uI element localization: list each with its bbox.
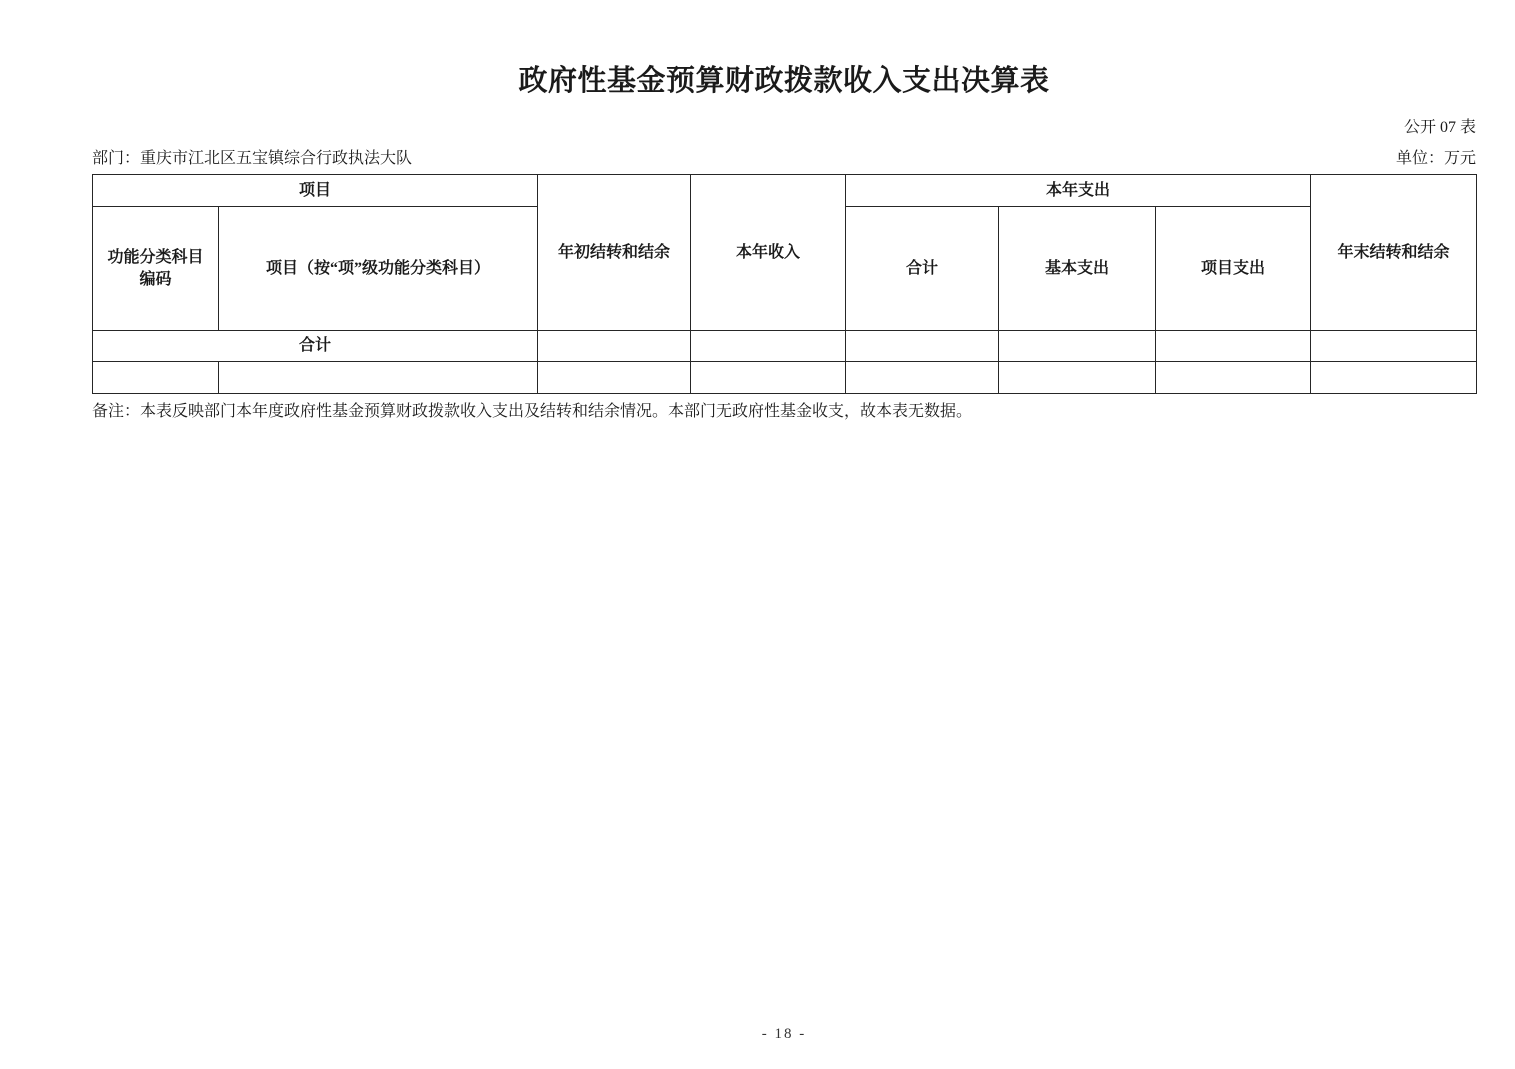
header-row-1 bbox=[93, 175, 1477, 207]
blank-function-code bbox=[93, 362, 219, 394]
header-project-item: 项目（按“项”级功能分类科目） bbox=[219, 207, 538, 331]
total-row-exp-project bbox=[1156, 331, 1311, 362]
header-year-income: 本年收入 bbox=[691, 175, 846, 331]
blank-exp-project bbox=[1156, 362, 1311, 394]
meta-row bbox=[92, 149, 1476, 168]
fiscal-table bbox=[92, 174, 1477, 394]
total-row bbox=[93, 331, 1477, 362]
blank-project-item bbox=[219, 362, 538, 394]
table-code-label: 公开 07 表 bbox=[1403, 119, 1476, 136]
unit-label: 单位：万元 bbox=[1395, 150, 1476, 167]
total-row-exp-total bbox=[846, 331, 999, 362]
header-exp-basic: 基本支出 bbox=[999, 207, 1156, 331]
header-function-code: 功能分类科目编码 bbox=[93, 207, 219, 331]
header-exp-project: 项目支出 bbox=[1156, 207, 1311, 331]
blank-exp-total bbox=[846, 362, 999, 394]
header-expenditure-group: 本年支出 bbox=[846, 175, 1311, 207]
blank-begin-balance bbox=[538, 362, 691, 394]
header-exp-total: 合计 bbox=[846, 207, 999, 331]
blank-year-income bbox=[691, 362, 846, 394]
footnote: 备注：本表反映部门本年度政府性基金预算财政拨款收入支出及结转和结余情况。本部门无政府性基金收支，故本表无数据。 bbox=[92, 403, 973, 420]
total-row-year-income bbox=[691, 331, 846, 362]
page-number: - 18 - bbox=[761, 1026, 807, 1042]
total-row-label: 合计 bbox=[93, 331, 538, 362]
total-row-exp-basic bbox=[999, 331, 1156, 362]
total-row-begin-balance bbox=[538, 331, 691, 362]
header-end-balance: 年末结转和结余 bbox=[1311, 175, 1477, 331]
department-label: 部门：重庆市江北区五宝镇综合行政执法大队 bbox=[92, 150, 413, 167]
document-content bbox=[92, 0, 1476, 423]
total-row-end-balance bbox=[1311, 331, 1477, 362]
page-title: 政府性基金预算财政拨款收入支出决算表 bbox=[518, 65, 1050, 97]
blank-exp-basic bbox=[999, 362, 1156, 394]
blank-data-row bbox=[93, 362, 1477, 394]
header-begin-balance: 年初结转和结余 bbox=[538, 175, 691, 331]
header-project-group: 项目 bbox=[93, 175, 538, 207]
blank-end-balance bbox=[1311, 362, 1477, 394]
